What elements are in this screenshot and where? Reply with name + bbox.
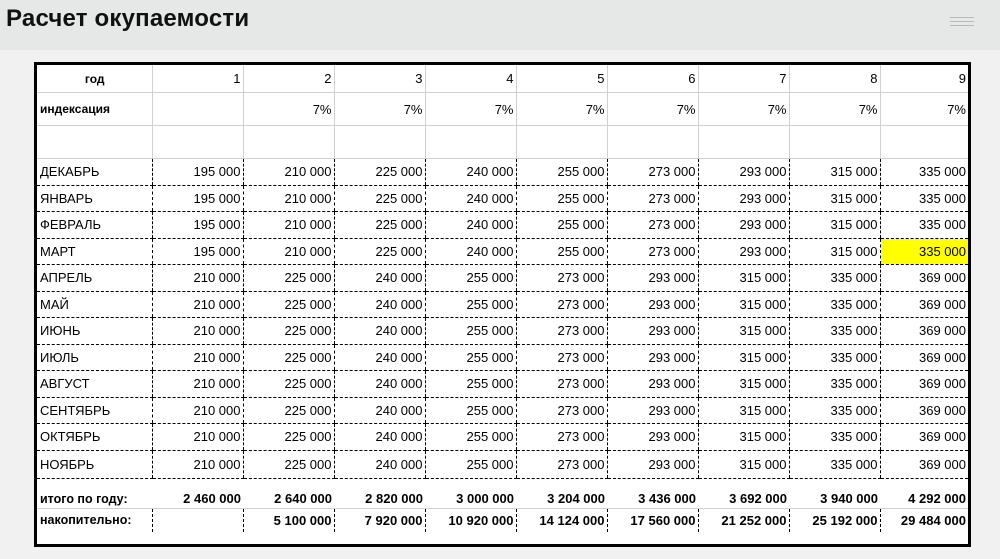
total-cell[interactable]: 3 940 000 <box>820 490 878 506</box>
value-cell[interactable]: 293 000 <box>698 159 789 186</box>
month-row <box>37 424 968 451</box>
payback-table <box>34 62 971 547</box>
value-cell[interactable]: 273 000 <box>516 397 607 424</box>
value-cell[interactable]: 210 000 <box>152 424 243 451</box>
cumulative-cell[interactable]: 5 100 000 <box>243 508 334 532</box>
indexation-cell[interactable]: 7% <box>516 93 607 126</box>
month-row <box>37 238 968 265</box>
cumulative-label-cell[interactable]: накопительно: <box>37 508 152 532</box>
value-cell[interactable]: 315 000 <box>698 397 789 424</box>
value-cell[interactable]: 273 000 <box>516 371 607 398</box>
value-cell[interactable]: 225 000 <box>243 424 334 451</box>
value-cell[interactable]: 369 000 <box>880 397 968 424</box>
value-cell[interactable]: 195 000 <box>152 238 243 265</box>
value-cell[interactable]: 225 000 <box>243 265 334 292</box>
value-cell[interactable]: 255 000 <box>425 344 516 371</box>
value-cell[interactable]: 315 000 <box>789 238 880 265</box>
value-cell[interactable]: 335 000 <box>789 450 880 478</box>
cumulative-cell[interactable]: 10 920 000 <box>425 508 516 532</box>
value-cell[interactable]: 315 000 <box>789 159 880 186</box>
empty-cell[interactable] <box>607 126 698 159</box>
empty-cell[interactable] <box>789 126 880 159</box>
value-cell[interactable]: 293 000 <box>607 397 698 424</box>
month-row <box>37 185 968 212</box>
hamburger-menu-icon[interactable] <box>950 17 974 29</box>
value-cell[interactable]: 255 000 <box>425 450 516 478</box>
value-cell[interactable]: 293 000 <box>698 238 789 265</box>
month-label-cell[interactable]: АПРЕЛЬ <box>37 265 152 292</box>
month-row <box>37 318 968 345</box>
value-cell[interactable]: 255 000 <box>425 318 516 345</box>
value-cell[interactable]: 273 000 <box>607 159 698 186</box>
year-header-row <box>37 65 968 93</box>
total-cell[interactable]: 3 000 000 <box>456 490 514 506</box>
value-cell[interactable]: 225 000 <box>243 450 334 478</box>
value-cell[interactable]: 273 000 <box>607 185 698 212</box>
month-label-cell[interactable]: СЕНТЯБРЬ <box>37 397 152 424</box>
value-cell[interactable]: 240 000 <box>334 318 425 345</box>
year-cell[interactable]: 5 <box>516 65 607 93</box>
value-cell[interactable]: 225 000 <box>243 371 334 398</box>
value-cell[interactable]: 255 000 <box>516 238 607 265</box>
cumulative-cell[interactable]: 29 484 000 <box>880 508 968 532</box>
total-cell[interactable]: 4 292 000 <box>908 490 966 506</box>
empty-cell[interactable] <box>516 126 607 159</box>
value-cell[interactable]: 255 000 <box>425 291 516 318</box>
value-cell[interactable]: 210 000 <box>152 371 243 398</box>
month-row <box>37 371 968 398</box>
value-cell[interactable]: 369 000 <box>880 265 968 292</box>
empty-cell[interactable] <box>152 126 243 159</box>
value-cell[interactable]: 315 000 <box>698 424 789 451</box>
value-cell[interactable]: 240 000 <box>334 397 425 424</box>
value-cell[interactable]: 293 000 <box>607 450 698 478</box>
value-cell[interactable]: 225 000 <box>243 344 334 371</box>
value-cell[interactable]: 210 000 <box>243 159 334 186</box>
highlighted-cell[interactable]: 335 000 <box>880 238 968 265</box>
value-cell[interactable]: 273 000 <box>516 318 607 345</box>
total-row <box>37 478 968 508</box>
value-cell[interactable]: 255 000 <box>425 371 516 398</box>
total-cell[interactable]: 3 204 000 <box>547 490 605 506</box>
value-cell[interactable]: 210 000 <box>152 450 243 478</box>
value-cell[interactable]: 273 000 <box>607 212 698 239</box>
value-cell[interactable]: 273 000 <box>516 265 607 292</box>
value-cell[interactable]: 335 000 <box>789 291 880 318</box>
year-cell[interactable]: 4 <box>425 65 516 93</box>
value-cell[interactable]: 240 000 <box>425 238 516 265</box>
month-label-cell[interactable]: НОЯБРЬ <box>37 450 152 478</box>
cumulative-cell[interactable]: 25 192 000 <box>789 508 880 532</box>
year-cell[interactable]: 6 <box>607 65 698 93</box>
value-cell[interactable]: 225 000 <box>334 159 425 186</box>
value-cell[interactable]: 225 000 <box>243 318 334 345</box>
indexation-row <box>37 93 968 126</box>
value-cell[interactable]: 195 000 <box>152 185 243 212</box>
cumulative-row <box>37 508 968 532</box>
value-cell[interactable]: 240 000 <box>425 185 516 212</box>
year-cell[interactable]: 1 <box>152 65 243 93</box>
month-row <box>37 159 968 186</box>
indexation-cell[interactable]: 7% <box>607 93 698 126</box>
value-cell[interactable]: 335 000 <box>789 371 880 398</box>
empty-cell[interactable] <box>425 126 516 159</box>
value-cell[interactable]: 210 000 <box>243 185 334 212</box>
total-cell[interactable]: 3 436 000 <box>638 490 696 506</box>
value-cell[interactable]: 335 000 <box>789 424 880 451</box>
month-label-cell[interactable]: МАРТ <box>37 238 152 265</box>
value-cell[interactable]: 293 000 <box>607 424 698 451</box>
value-cell[interactable]: 240 000 <box>334 424 425 451</box>
total-cell[interactable]: 2 460 000 <box>183 490 241 506</box>
value-cell[interactable]: 369 000 <box>880 344 968 371</box>
empty-row <box>37 126 968 159</box>
month-label-cell[interactable]: ИЮЛЬ <box>37 344 152 371</box>
value-cell[interactable]: 240 000 <box>334 371 425 398</box>
value-cell[interactable]: 293 000 <box>607 318 698 345</box>
value-cell[interactable]: 255 000 <box>516 159 607 186</box>
value-cell[interactable]: 273 000 <box>516 344 607 371</box>
value-cell[interactable]: 210 000 <box>152 318 243 345</box>
month-row <box>37 344 968 371</box>
value-cell[interactable]: 210 000 <box>152 344 243 371</box>
year-cell[interactable]: 7 <box>698 65 789 93</box>
spreadsheet-grid <box>37 65 968 532</box>
year-cell[interactable]: 8 <box>789 65 880 93</box>
value-cell[interactable]: 315 000 <box>698 450 789 478</box>
year-cell[interactable]: 9 <box>880 65 968 93</box>
total-cell[interactable]: 3 692 000 <box>729 490 787 506</box>
month-row <box>37 265 968 292</box>
year-cell[interactable]: 2 <box>243 65 334 93</box>
value-cell[interactable]: 273 000 <box>607 238 698 265</box>
month-label-cell[interactable]: ФЕВРАЛЬ <box>37 212 152 239</box>
value-cell[interactable]: 225 000 <box>334 185 425 212</box>
month-row <box>37 397 968 424</box>
month-label-cell[interactable]: ИЮНЬ <box>37 318 152 345</box>
month-label-cell[interactable]: МАЙ <box>37 291 152 318</box>
cumulative-cell[interactable]: 17 560 000 <box>607 508 698 532</box>
value-cell[interactable]: 315 000 <box>698 371 789 398</box>
value-cell[interactable]: 255 000 <box>516 185 607 212</box>
value-cell[interactable]: 369 000 <box>880 291 968 318</box>
value-cell[interactable]: 293 000 <box>698 185 789 212</box>
value-cell[interactable]: 225 000 <box>243 291 334 318</box>
cumulative-cell[interactable]: 7 920 000 <box>334 508 425 532</box>
total-label-cell[interactable]: итого по году: <box>40 491 128 506</box>
value-cell[interactable]: 335 000 <box>880 185 968 212</box>
month-row <box>37 212 968 239</box>
empty-cell[interactable] <box>334 126 425 159</box>
value-cell[interactable]: 210 000 <box>243 238 334 265</box>
value-cell[interactable]: 273 000 <box>516 424 607 451</box>
value-cell[interactable]: 315 000 <box>789 185 880 212</box>
page-header <box>0 0 1000 50</box>
empty-cell[interactable] <box>698 126 789 159</box>
value-cell[interactable]: 369 000 <box>880 450 968 478</box>
year-label-cell[interactable]: год <box>37 65 152 93</box>
empty-cell[interactable] <box>37 126 152 159</box>
value-cell[interactable]: 315 000 <box>698 344 789 371</box>
value-cell[interactable]: 240 000 <box>425 159 516 186</box>
value-cell[interactable]: 315 000 <box>698 318 789 345</box>
value-cell[interactable]: 240 000 <box>334 344 425 371</box>
value-cell[interactable]: 240 000 <box>334 291 425 318</box>
value-cell[interactable]: 195 000 <box>152 159 243 186</box>
value-cell[interactable]: 273 000 <box>516 291 607 318</box>
cumulative-cell[interactable]: 21 252 000 <box>698 508 789 532</box>
value-cell[interactable]: 335 000 <box>789 265 880 292</box>
value-cell[interactable]: 293 000 <box>607 371 698 398</box>
value-cell[interactable]: 293 000 <box>607 291 698 318</box>
indexation-cell[interactable]: 7% <box>334 93 425 126</box>
cumulative-cell[interactable]: 14 124 000 <box>516 508 607 532</box>
value-cell[interactable]: 225 000 <box>243 397 334 424</box>
value-cell[interactable]: 255 000 <box>425 397 516 424</box>
indexation-cell[interactable]: 7% <box>425 93 516 126</box>
year-cell[interactable]: 3 <box>334 65 425 93</box>
value-cell[interactable]: 225 000 <box>334 212 425 239</box>
empty-cell[interactable] <box>243 126 334 159</box>
total-cell[interactable]: 2 640 000 <box>274 490 332 506</box>
cumulative-cell[interactable] <box>152 508 243 532</box>
value-cell[interactable]: 369 000 <box>880 318 968 345</box>
value-cell[interactable]: 210 000 <box>152 291 243 318</box>
indexation-cell[interactable]: 7% <box>880 93 968 126</box>
value-cell[interactable]: 315 000 <box>698 291 789 318</box>
indexation-cell[interactable]: 7% <box>698 93 789 126</box>
value-cell[interactable]: 210 000 <box>152 265 243 292</box>
month-label-cell[interactable]: ЯНВАРЬ <box>37 185 152 212</box>
month-label-cell[interactable]: ОКТЯБРЬ <box>37 424 152 451</box>
value-cell[interactable]: 369 000 <box>880 424 968 451</box>
indexation-label-cell[interactable]: индексация <box>37 93 152 126</box>
indexation-cell[interactable] <box>152 93 243 126</box>
value-cell[interactable]: 225 000 <box>334 238 425 265</box>
value-cell[interactable]: 210 000 <box>152 397 243 424</box>
month-row <box>37 291 968 318</box>
value-cell[interactable]: 335 000 <box>880 212 968 239</box>
indexation-cell[interactable]: 7% <box>789 93 880 126</box>
value-cell[interactable]: 240 000 <box>425 212 516 239</box>
indexation-cell[interactable]: 7% <box>243 93 334 126</box>
value-cell[interactable]: 335 000 <box>789 344 880 371</box>
value-cell[interactable]: 240 000 <box>334 450 425 478</box>
value-cell[interactable]: 293 000 <box>607 265 698 292</box>
value-cell[interactable]: 293 000 <box>607 344 698 371</box>
value-cell[interactable]: 210 000 <box>243 212 334 239</box>
value-cell[interactable]: 255 000 <box>516 212 607 239</box>
value-cell[interactable]: 255 000 <box>425 265 516 292</box>
empty-cell[interactable] <box>880 126 968 159</box>
value-cell[interactable]: 240 000 <box>334 265 425 292</box>
value-cell[interactable]: 335 000 <box>789 397 880 424</box>
month-row <box>37 450 968 478</box>
value-cell[interactable]: 315 000 <box>789 212 880 239</box>
value-cell[interactable]: 369 000 <box>880 371 968 398</box>
value-cell[interactable]: 315 000 <box>698 265 789 292</box>
total-cell[interactable]: 2 820 000 <box>365 490 423 506</box>
month-label-cell[interactable]: ДЕКАБРЬ <box>37 159 152 186</box>
value-cell[interactable]: 195 000 <box>152 212 243 239</box>
value-cell[interactable]: 273 000 <box>516 450 607 478</box>
value-cell[interactable]: 335 000 <box>789 318 880 345</box>
month-label-cell[interactable]: АВГУСТ <box>37 371 152 398</box>
page-title: Расчет окупаемости <box>6 5 250 32</box>
value-cell[interactable]: 335 000 <box>880 159 968 186</box>
value-cell[interactable]: 293 000 <box>698 212 789 239</box>
value-cell[interactable]: 255 000 <box>425 424 516 451</box>
